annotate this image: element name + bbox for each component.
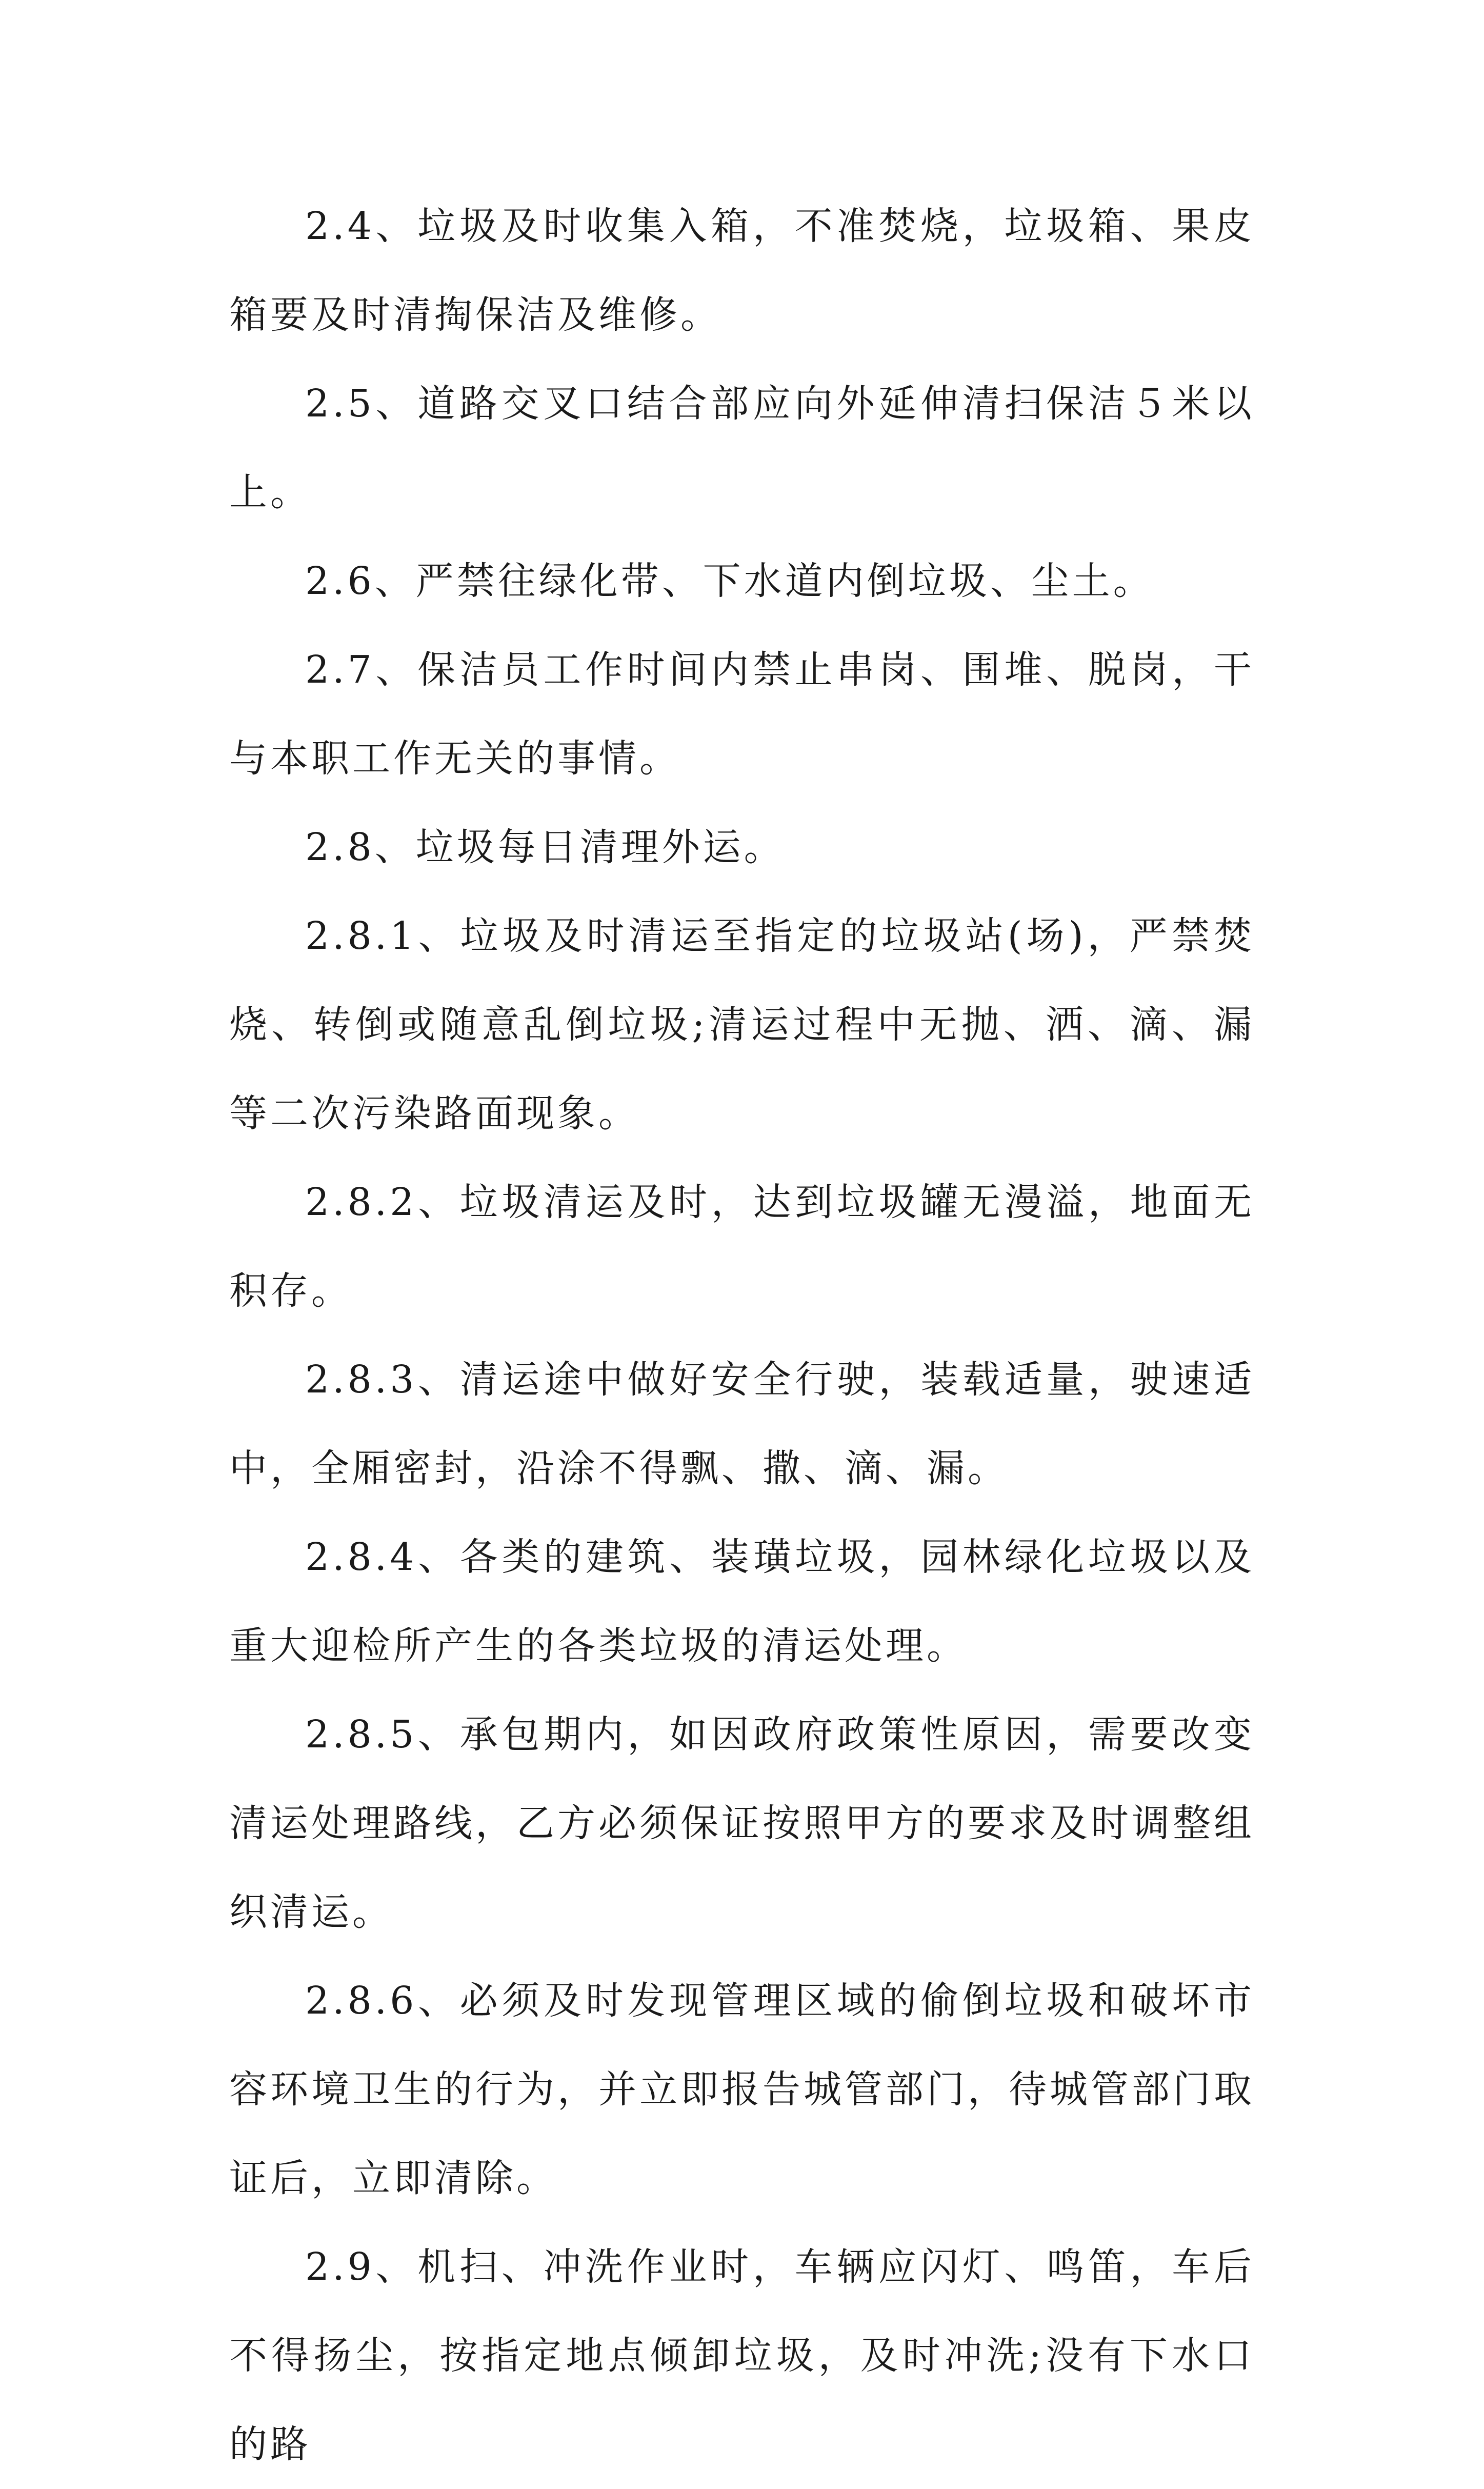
paragraph-2-8-4: 2.8.4、各类的建筑、装璜垃圾，园林绿化垃圾以及重大迎检所产生的各类垃圾的清运处理。	[229, 1535, 1255, 1668]
paragraph-2-8-6: 2.8.6、必须及时发现管理区域的偷倒垃圾和破坏市容环境卫生的行为，并立即报告城管部门，待城管部门取证后，立即清除。	[229, 1979, 1255, 2200]
paragraph-2-7: 2.7、保洁员工作时间内禁止串岗、围堆、脱岗，干与本职工作无关的事情。	[229, 648, 1255, 781]
paragraph-2-9: 2.9、机扫、冲洗作业时，车辆应闪灯、鸣笛，车后不得扬尘，按指定地点倾卸垃圾，及时冲洗;没有下水口的路	[229, 2245, 1255, 2466]
paragraph-2-5: 2.5、道路交叉口结合部应向外延伸清扫保洁５米以上。	[229, 382, 1255, 514]
paragraph-2-8-1: 2.8.1、垃圾及时清运至指定的垃圾站(场)，严禁焚烧、转倒或随意乱倒垃圾;清运过程中无抛、洒、滴、漏等二次污染路面现象。	[229, 914, 1255, 1136]
paragraph-2-8-2: 2.8.2、垃圾清运及时，达到垃圾罐无漫溢，地面无积存。	[229, 1180, 1255, 1313]
document-body	[229, 182, 1255, 2489]
paragraph-2-6: 2.6、严禁往绿化带、下水道内倒垃圾、尘土。	[305, 559, 1154, 603]
paragraph-2-8-3: 2.8.3、清运途中做好安全行驶，装载适量，驶速适中，全厢密封，沿涂不得飘、撒、滴、漏。	[229, 1358, 1255, 1490]
paragraph-2-8-5: 2.8.5、承包期内，如因政府政策性原因，需要改变清运处理路线，乙方必须保证按照甲方的要求及时调整组织清运。	[229, 1713, 1255, 1934]
paragraph-2-4: 2.4、垃圾及时收集入箱，不准焚烧，垃圾箱、果皮箱要及时清掏保洁及维修。	[229, 204, 1255, 337]
paragraph-2-8: 2.8、垃圾每日清理外运。	[305, 825, 785, 869]
